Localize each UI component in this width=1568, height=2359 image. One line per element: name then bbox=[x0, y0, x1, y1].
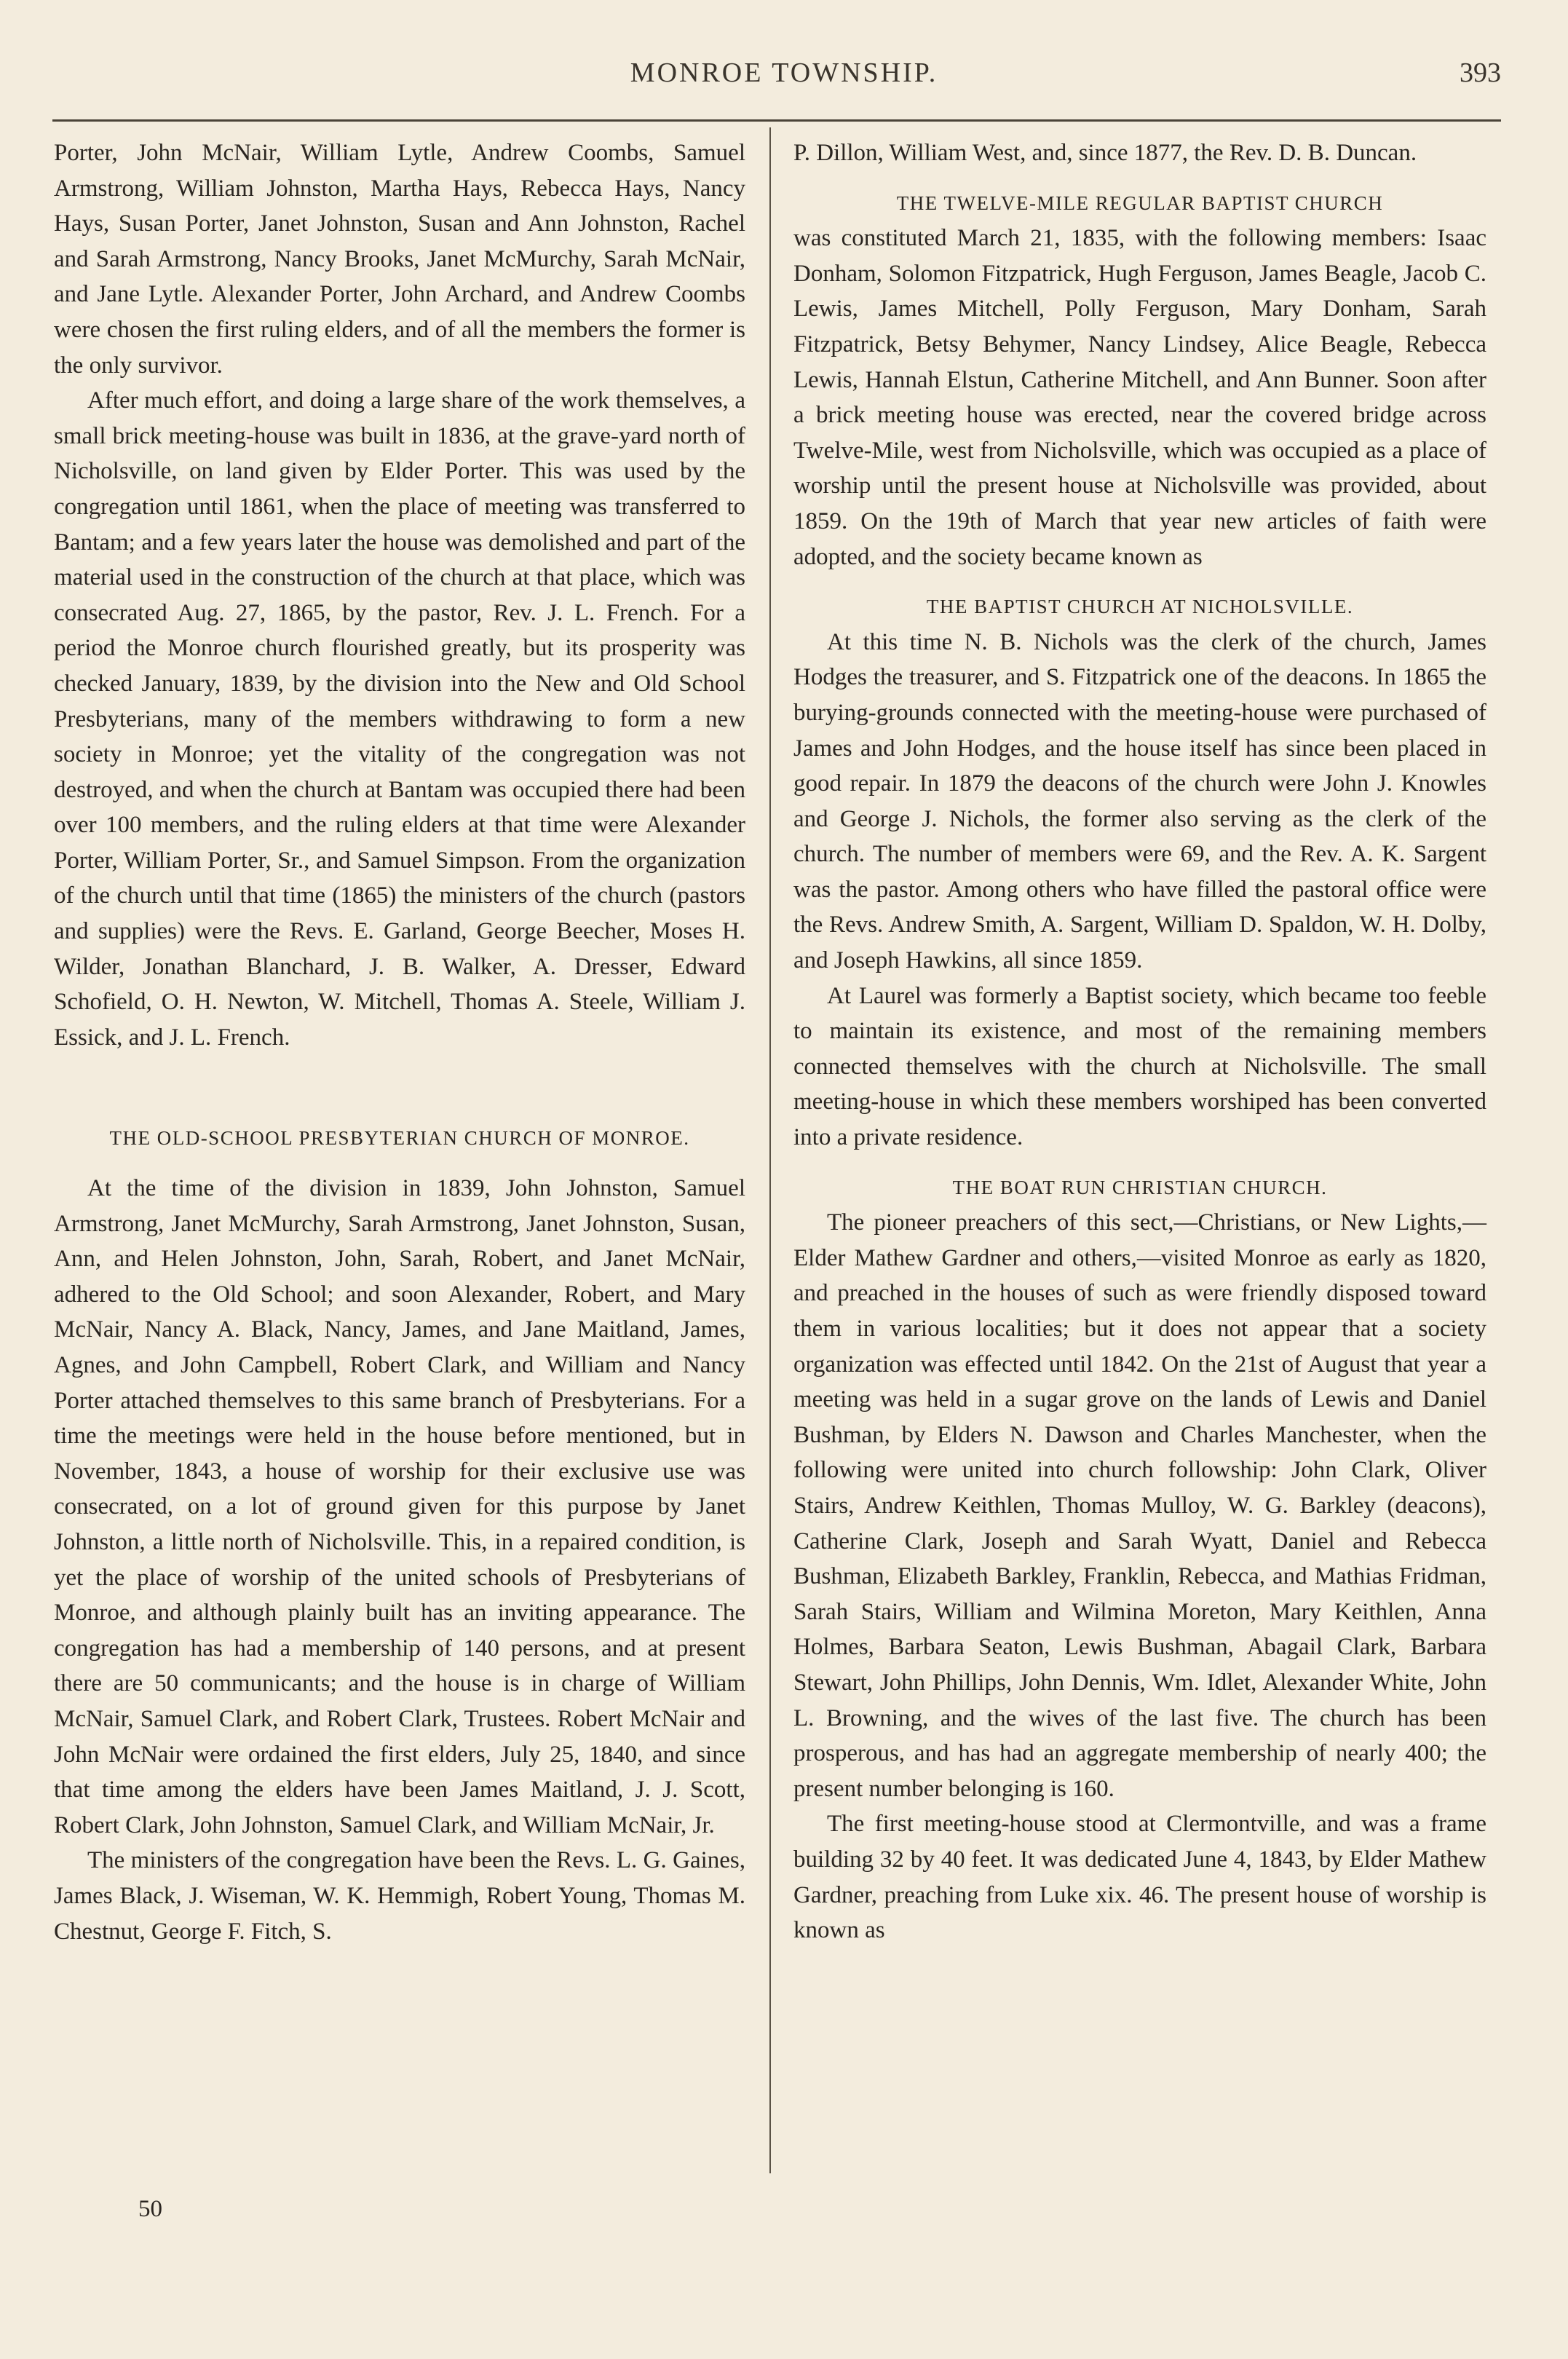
paragraph: The ministers of the congregation have been the Revs. L. G. Gaines, James Black, J. Wiseman, W. K. Hemmigh, Robert Young, Thomas M. Chestnut, George F. Fitch, S. bbox=[54, 1847, 745, 1945]
page-number: 393 bbox=[1460, 58, 1501, 88]
paragraph: At Laurel was formerly a Baptist society, which became too feeble to maintain its existence, and most of the remaining members connected themselves with the church at Nicholsville. The small meeting-house in which these members worshiped has been converted into a private residence. bbox=[793, 982, 1486, 1151]
section-heading-twelve-mile: THE TWELVE-MILE REGULAR BAPTIST CHURCH bbox=[896, 191, 1384, 214]
left-column bbox=[54, 135, 745, 1949]
paragraph: was constituted March 21, 1835, with the following members: Isaac Donham, Solomon Fitzpatrick, Hugh Ferguson, James Beagle, Jacob C. Lewis, James Mitchell, Polly Ferguson, Mary Donham, Sarah Fitzpatrick, Betsy Behymer, Nancy Lindsey, Alice Beagle, Rebecca Lewis, Hannah Elstun, Catherine Mitchell, and Ann Bunner. Soon after a brick meeting house was erected, near the covered bridge across Twelve-Mile, west from Nicholsville, which was occupied as a place of worship until the present house at Nicholsville was provided, about 1859. On the 19th of March that year new articles of faith were adopted, and the society became known as bbox=[793, 225, 1486, 570]
signature-mark: 50 bbox=[138, 2196, 162, 2222]
page-header bbox=[0, 52, 1568, 103]
section-heading-nicholsville: THE BAPTIST CHURCH AT NICHOLSVILLE. bbox=[926, 596, 1354, 618]
section-heading-old-school: THE OLD-SCHOOL PRESBYTERIAN CHURCH OF MONROE. bbox=[109, 1127, 690, 1150]
paragraph: At this time N. B. Nichols was the clerk of the church, James Hodges the treasurer, and S. Fitzpatrick one of the deacons. In 1865 the burying-grounds connected with the meeting-house were purchased of James and John Hodges, and the house itself has since been placed in good repair. In 1879 the deacons of the church were John J. Knowles and George J. Nichols, the former also serving as the clerk of the church. The number of members were 69, and the Rev. A. K. Sargent was the pastor. Among others who have filled the pastoral office were the Revs. Andrew Smith, A. Sargent, William D. Spaldon, W. H. Dolby, and Joseph Hawkins, all since 1859. bbox=[793, 628, 1486, 974]
paragraph: The pioneer preachers of this sect,—Christians, or New Lights,—Elder Mathew Gardner and others,—visited Monroe as early as 1820, and preached in the houses of such as were friendly disposed toward them in various localities; but it does not appear that a society organization was effected until 1842. On the 21st of August that year a meeting was held in a sugar grove on the lands of Lewis and Daniel Bushman, by Elders N. Dawson and Charles Manchester, when the following were united into church followship: John Clark, Oliver Stairs, Andrew Keithlen, Thomas Mulloy, W. G. Barkley (deacons), Catherine Clark, Joseph and Sarah Wyatt, Daniel and Rebecca Bushman, Elizabeth Barkley, Franklin, Rebecca, and Mathias Fridman, Sarah Stairs, William and Wilmina Moreton, Mary Keithlen, Anna Holmes, Barbara Seaton, Lewis Bushman, Abagail Clark, Barbara Stewart, John Phillips, John Dennis, Wm. Idlet, Alexander White, John L. Browning, and the wives of the last five. The church has been prosperous, and has had an aggregate membership of nearly 400; the present number belonging is 160. bbox=[793, 1209, 1486, 1802]
paragraph: Porter, John McNair, William Lytle, Andrew Coombs, Samuel Armstrong, William Johnston, Martha Hays, Rebecca Hays, Nancy Hays, Susan Porter, Janet Johnston, Susan and Ann Johnston, Rachel and Sarah Armstrong, Nancy Brooks, Janet McMurchy, Sarah McNair, and Jane Lytle. Alexander Porter, John Archard, and Andrew Coombs were chosen the first ruling elders, and of all the members the former is the only survivor. bbox=[54, 140, 745, 379]
header-rule bbox=[52, 119, 1501, 122]
column-divider bbox=[769, 127, 771, 2173]
paragraph: After much effort, and doing a large share of the work themselves, a small brick meeting-house was built in 1836, at the grave-yard north of Nicholsville, on land given by Elder Porter. This was used by the congregation until 1861, when the place of meeting was transferred to Bantam; and a few years later the house was demolished and part of the material used in the construction of the church at that place, which was consecrated Aug. 27, 1865, by the pastor, Rev. J. L. French. For a period the Monroe church flourished greatly, but its prosperity was checked January, 1839, by the division into the New and Old School Presbyterians, many of the members withdrawing to form a new society in Monroe; yet the vitality of the congregation was not destroyed, and when the church at Bantam was occupied there had been over 100 members, and the ruling elders at that time were Alexander Porter, William Porter, Sr., and Samuel Simpson. From the organization of the church until that time (1865) the ministers of the church (pastors and supplies) were the Revs. E. Garland, George Beecher, Moses H. Wilder, Jonathan Blanchard, J. B. Walker, A. Dresser, Edward Schofield, O. H. Newton, W. Mitchell, Thomas A. Steele, William J. Essick, and J. L. French. bbox=[54, 387, 745, 1051]
paragraph: The first meeting-house stood at Clermontville, and was a frame building 32 by 40 feet. It was dedicated June 4, 1843, by Elder Mathew Gardner, preaching from Luke xix. 46. The present house of worship is known as bbox=[793, 1811, 1486, 1944]
right-column bbox=[793, 135, 1486, 1948]
paragraph: P. Dillon, William West, and, since 1877, the Rev. D. B. Duncan. bbox=[793, 140, 1417, 166]
running-title: MONROE TOWNSHIP. bbox=[630, 58, 938, 88]
paragraph: At the time of the division in 1839, John Johnston, Samuel Armstrong, Janet McMurchy, Sarah Armstrong, Janet Johnston, Susan, Ann, and Helen Johnston, John, Sarah, Robert, and Janet McNair, adhered to the Old School; and soon Alexander, Robert, and Mary McNair, Nancy A. Black, Nancy, James, and Jane Maitland, James, Agnes, and John Campbell, Robert Clark, and William and Nancy Porter attached themselves to this same branch of Presbyterians. For a time the meetings were held in the house before mentioned, but in November, 1843, a house of worship for their exclusive use was consecrated, on a lot of ground given for this purpose by Janet Johnston, a little north of Nicholsville. This, in a repaired condition, is yet the place of worship of the united schools of Presbyterians of Monroe, and although plainly built has an inviting appearance. The congregation has had a membership of 140 persons, and at present there are 50 communicants; and the house is in charge of William McNair, Samuel Clark, and Robert Clark, Trustees. Robert McNair and John McNair were ordained the first elders, July 25, 1840, and since that time among the elders have been James Maitland, J. J. Scott, Robert Clark, John Johnston, Samuel Clark, and William McNair, Jr. bbox=[54, 1175, 745, 1838]
section-heading-boat-run: THE BOAT RUN CHRISTIAN CHURCH. bbox=[952, 1176, 1328, 1198]
